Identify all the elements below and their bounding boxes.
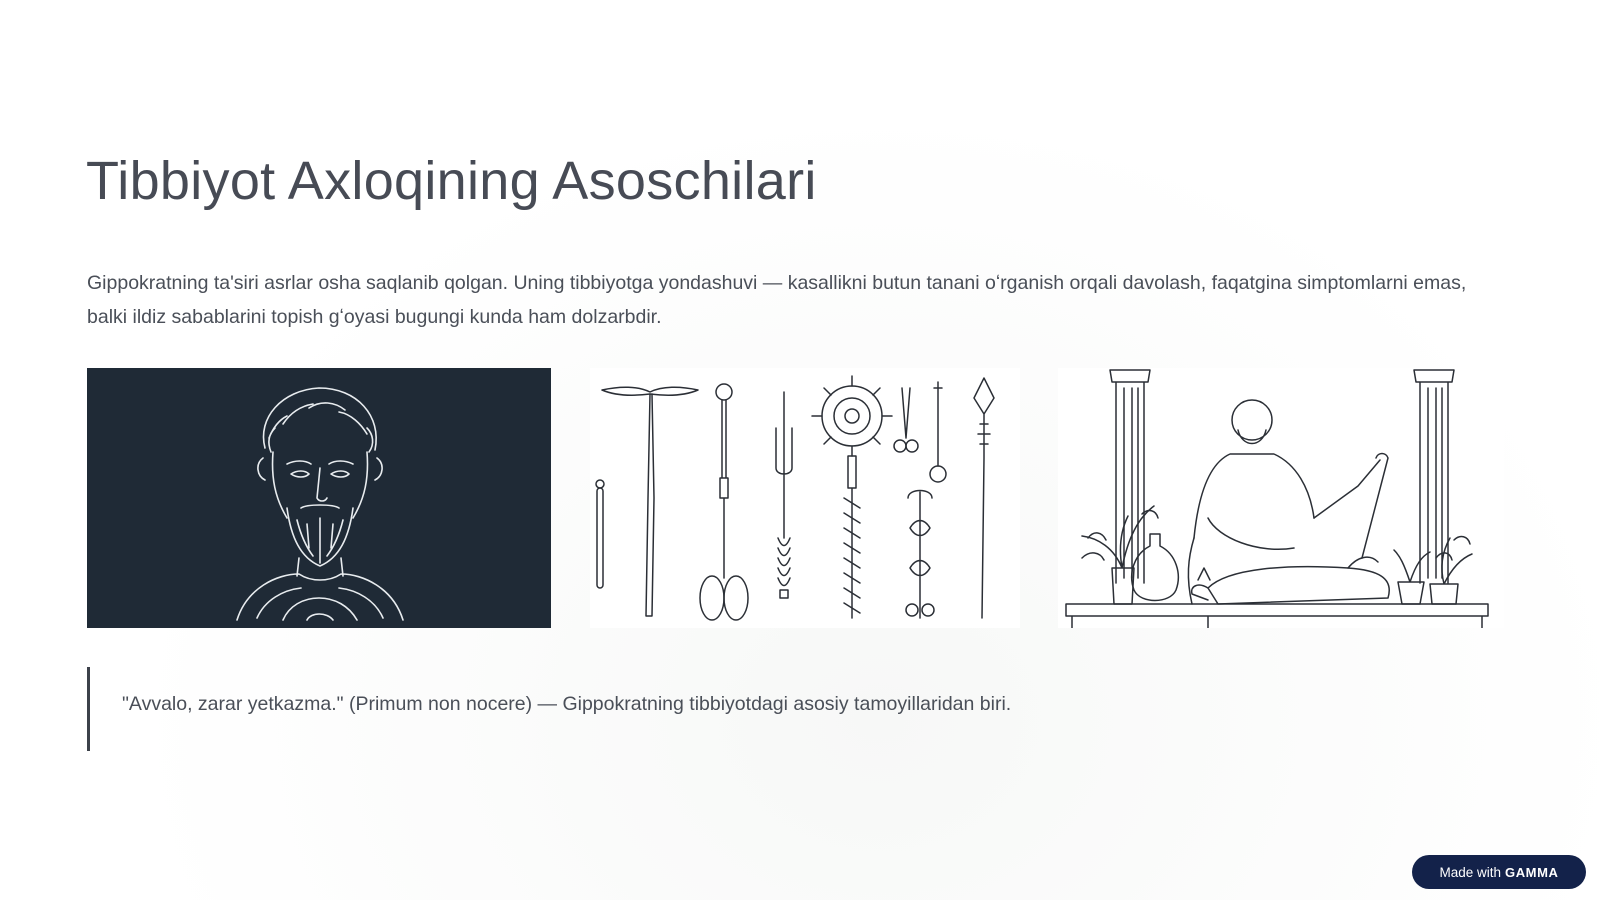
made-with-gamma-badge[interactable]	[1412, 855, 1586, 889]
intro-paragraph: Gippokratning ta'siri asrlar osha saqlanib qolgan. Uning tibbiyotga yondashuvi — kasallikni butun tanani oʻrganish orqali davolash, faqatgina simptomlarni emas, balki ildiz sabablarini topish gʻoyasi bugungi kunda ham dolzarbdir.	[87, 272, 1467, 328]
page-title: Tibbiyot Axloqining Asoschilari	[86, 151, 817, 211]
quote-block	[87, 667, 1390, 751]
gamma-logo: GAMMA	[1504, 864, 1559, 880]
hippocrates-treating-scene-image	[1058, 368, 1504, 628]
badge-prefix: Made with	[1439, 864, 1501, 880]
quote-text: "Avvalo, zarar yetkazma." (Primum non nocere) — Gippokratning tibbiyotdagi asosiy tamoyillaridan biri.	[122, 693, 1012, 715]
surgical-tools-image	[590, 368, 1020, 628]
hippocrates-bust-image	[87, 368, 551, 628]
